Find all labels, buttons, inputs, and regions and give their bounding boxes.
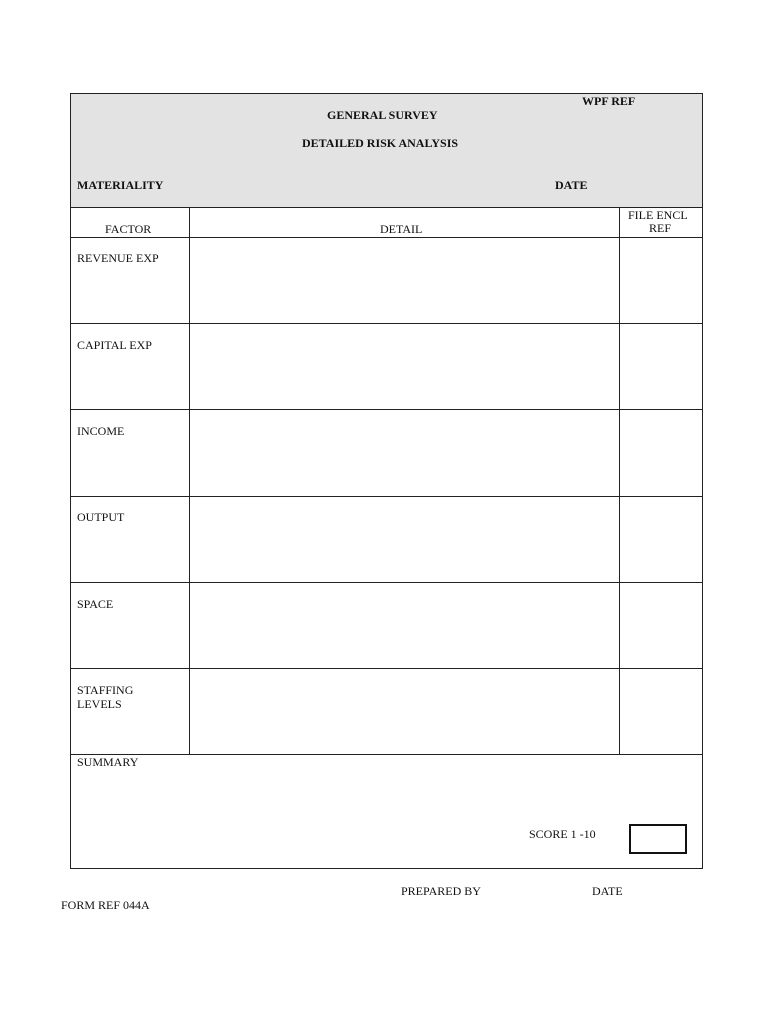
form-ref-label: FORM REF 044A	[61, 898, 150, 912]
row-label-capital-exp: CAPITAL EXP	[77, 338, 152, 352]
form-subtitle: DETAILED RISK ANALYSIS	[302, 136, 459, 150]
row-divider	[71, 409, 702, 410]
wpf-ref-label: WPF REF	[582, 94, 636, 108]
risk-analysis-form	[70, 93, 703, 869]
column-header-row	[71, 208, 702, 238]
score-label: SCORE 1 -10	[529, 827, 596, 841]
factor-column-divider	[189, 208, 190, 755]
form-header	[71, 94, 702, 208]
prepared-by-label: PREPARED BY	[401, 884, 481, 898]
header-date-label: DATE	[555, 178, 588, 192]
form-title: GENERAL SURVEY	[327, 108, 438, 122]
factor-column-header: FACTOR	[105, 222, 152, 236]
row-divider	[71, 496, 702, 497]
materiality-label: MATERIALITY	[77, 178, 164, 192]
row-label-output: OUTPUT	[77, 510, 125, 524]
summary-label: SUMMARY	[77, 755, 139, 769]
detail-column-header: DETAIL	[380, 222, 423, 236]
row-divider	[71, 323, 702, 324]
row-divider	[71, 668, 702, 669]
row-label-revenue-exp: REVENUE EXP	[77, 251, 159, 265]
row-divider	[71, 582, 702, 583]
row-label-space: SPACE	[77, 597, 114, 611]
file-encl-ref-column-header: REF	[649, 221, 672, 235]
row-label-income: INCOME	[77, 424, 125, 438]
detail-column-divider	[619, 208, 620, 755]
score-input-box[interactable]	[629, 824, 687, 854]
row-label-staffing-levels: STAFFING LEVELS	[77, 683, 134, 711]
footer-date-label: DATE	[592, 884, 623, 898]
file-encl-column-header: FILE ENCL	[628, 208, 688, 222]
row-divider	[71, 754, 702, 755]
